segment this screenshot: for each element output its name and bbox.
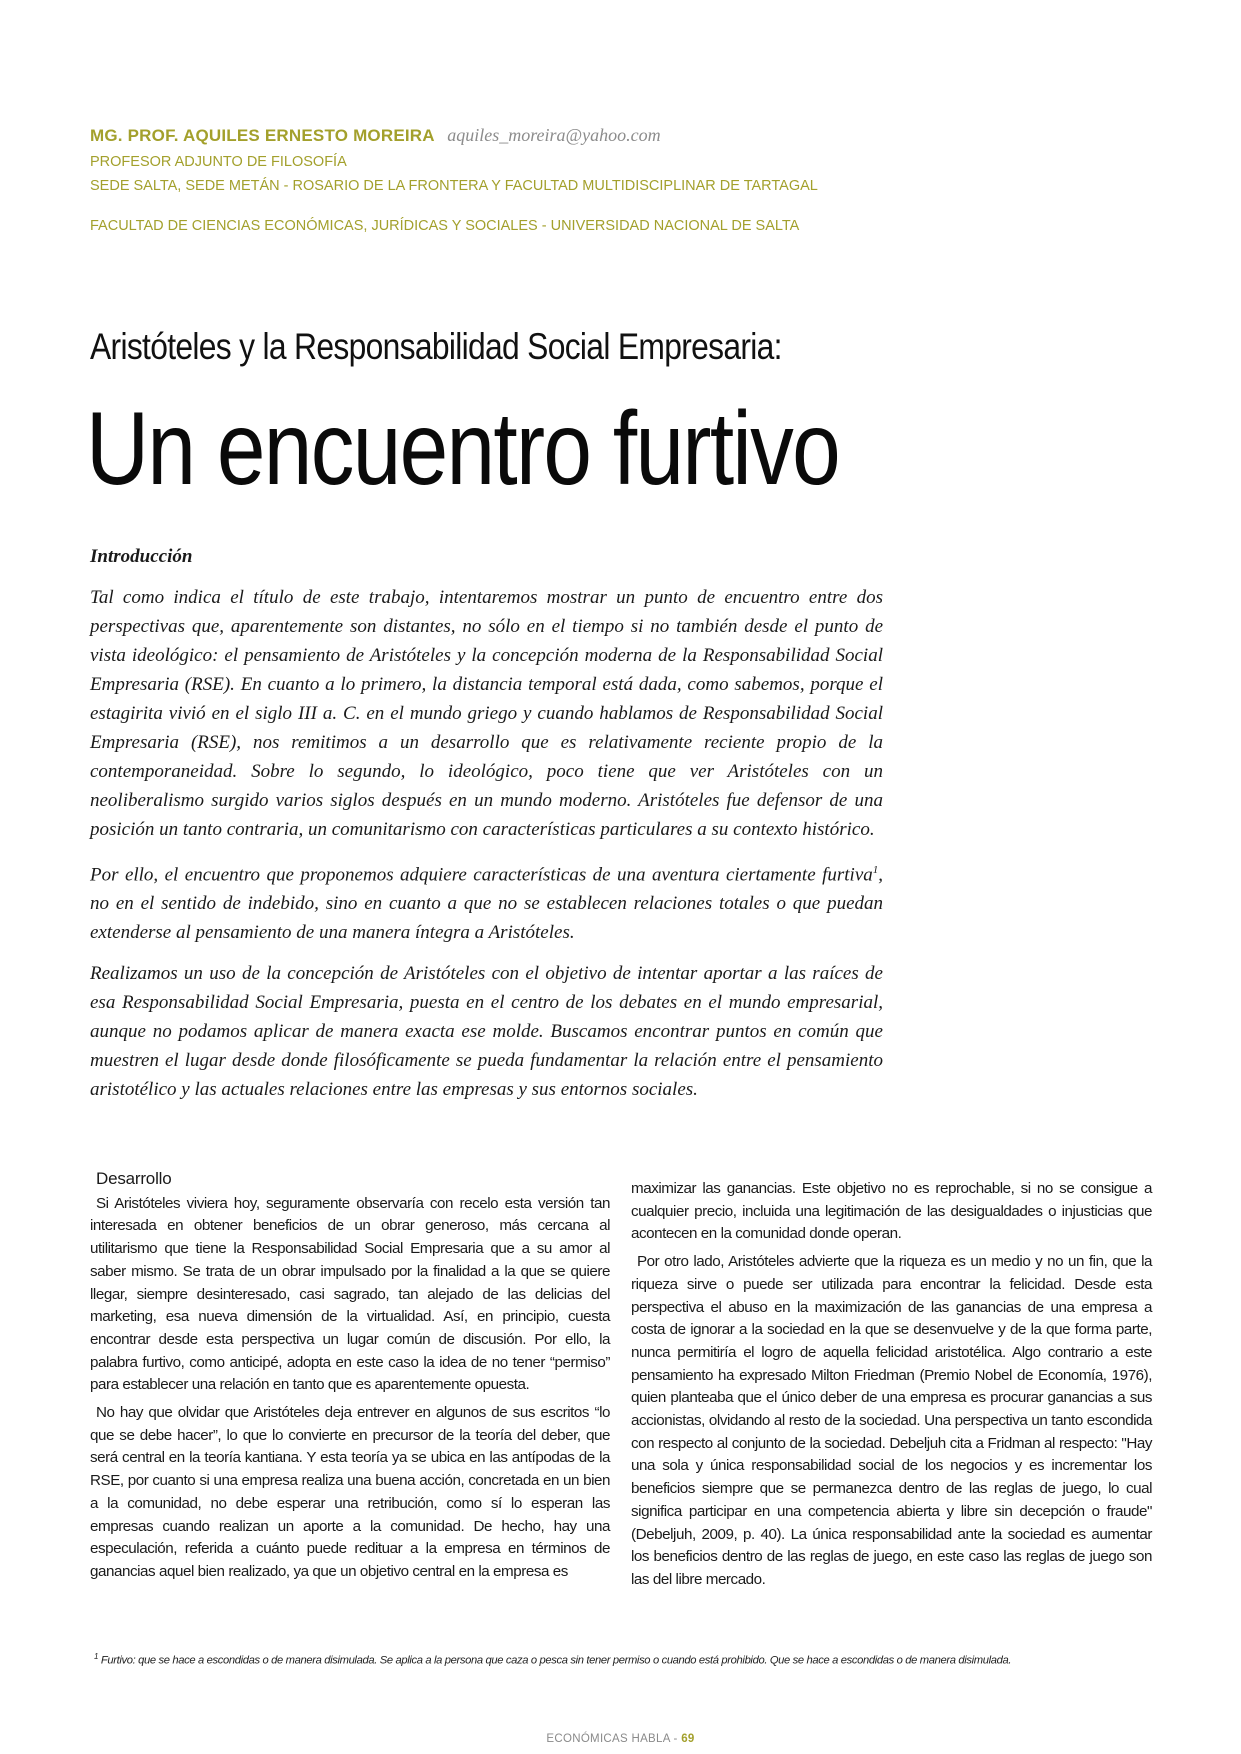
article-subtitle: Aristóteles y la Responsabilidad Social Empresaria: bbox=[90, 326, 782, 367]
intro-paragraph-1: Tal como indica el título de este trabajo, intentaremos mostrar un punto de encuentro entre dos perspectivas que, aparentemente son distantes, no sólo en el tiempo si no también desde el punto de vista ideológico: el pensamiento de Aristóteles y la concepción moderna de la Responsabilidad Social Empresaria (RSE). En cuanto a lo primero, la distancia temporal está dada, como sabemos, porque el estagirita vivió en el siglo III a. C. en el mundo griego y cuando hablamos de Responsabilidad Social Empresaria (RSE), nos remitimos a un desarrollo que es relativamente reciente propio de la contemporaneidad. Sobre lo segundo, lo ideológico, poco tiene que ver Aristóteles con un neoliberalismo surgido varios siglos después en un mundo moderno. Aristóteles fue defensor de una posición un tanto contraria, un comunitarismo con características particulares a su contexto histórico. bbox=[90, 587, 883, 840]
footnote bbox=[94, 1652, 1174, 1667]
affiliation-faculty: FACULTAD DE CIENCIAS ECONÓMICAS, JURÍDICAS Y SOCIALES - UNIVERSIDAD NACIONAL DE SALTA bbox=[90, 218, 800, 234]
development-section bbox=[90, 1168, 1150, 1630]
publication-name: ECONÓMICAS HABLA - bbox=[546, 1733, 678, 1745]
page-number: 69 bbox=[681, 1733, 695, 1745]
author-email[interactable]: aquiles_moreira@yahoo.com bbox=[447, 125, 661, 145]
intro-paragraph-2-end: , no en el sentido de indebido, sino en cuanto a que no se establecen relaciones totales o que puedan extenderse al pensamiento de una manera íntegra a Aristóteles. bbox=[90, 864, 883, 944]
development-heading: Desarrollo bbox=[96, 1169, 172, 1188]
footnote-text: Furtivo: que se hace a escondidas o de manera disimulada. Se aplica a la persona que caza o pesca sin tener permiso o cuando está prohibido. Que se hace a escondidas o de manera disimulada. bbox=[100, 1654, 1012, 1667]
intro-paragraph-3: Realizamos un uso de la concepción de Aristóteles con el objetivo de intentar aportar a las raíces de esa Responsabilidad Social Empresaria, puesta en el centro de los debates en el mundo empresarial, aunque no podamos aplicar de manera exacta ese molde. Buscamos encontrar puntos en común que muestren el lugar desde donde filosóficamente se pueda fundamentar la relación entre el pensamiento aristotélico y las actuales relaciones entre las empresas y sus entornos sociales. bbox=[90, 963, 883, 1101]
footnote-marker: 1 bbox=[94, 1652, 99, 1661]
author-line bbox=[90, 122, 1090, 150]
author-name: MG. PROF. AQUILES ERNESTO MOREIRA bbox=[90, 126, 435, 145]
development-paragraph-2: No hay que olvidar que Aristóteles deja entrever en algunos de sus escritos “lo que se debe hacer”, lo que lo convierte en precursor de la teoría del deber, que será central en la teoría kantiana. Y esta teoría ya se ubica en las antípodas de la RSE, por cuanto si una empresa realiza una buena acción, concretada en un bien a la comunidad, no debe esperar una retribución, como sí lo esperan las empresas cuando realizan un aporte a la comunidad. De hecho, hay una especulación, referida a cuánto puede redituar a la empresa en términos de ganancias aquel bien realizado, ya que un objetivo central en la empresa es bbox=[90, 1404, 610, 1580]
introduction-heading: Introducción bbox=[90, 546, 193, 567]
right-column bbox=[631, 1178, 1152, 1597]
intro-paragraph-2-start: Por ello, el encuentro que proponemos adquiere características de una aventura ciertamente furtiva bbox=[90, 864, 873, 886]
intro-paragraph-2 bbox=[90, 856, 883, 947]
development-continuation: maximizar las ganancias. Este objetivo no es reprochable, si no se consigue a cualquier precio, incluida una legitimación de las desigualdades o injusticias que acontecen en la comunidad donde operan. bbox=[631, 1180, 1152, 1243]
article-title: Un encuentro furtivo bbox=[86, 391, 840, 507]
affiliation-title: PROFESOR ADJUNTO DE FILOSOFÍA bbox=[90, 154, 347, 170]
page-footer bbox=[0, 1733, 1241, 1745]
author-block bbox=[90, 122, 1090, 238]
development-paragraph-1: Si Aristóteles viviera hoy, seguramente observaría con recelo esta versión tan interesada en obtener beneficios de un obrar generoso, más cercana al utilitarismo que tiene la Responsabilidad Social Empresaria que a su amor al saber mismo. Se trata de un obrar impulsado por la finalidad a la que se quiere llegar, siempre desinteresado, casi sagrado, tan alejado de las delicias del marketing, esa nueva dimensión de la virtualidad. Así, en principio, cuesta encontrar desde esta perspectiva un lugar común de discusión. Por ello, la palabra furtivo, como anticipé, adopta en este caso la idea de no tener “permiso” para establecer una relación en tanto que es aparentemente opuesta. bbox=[90, 1194, 610, 1394]
footnote-reference[interactable]: 1 bbox=[872, 864, 879, 876]
development-paragraph-3: Por otro lado, Aristóteles advierte que la riqueza es un medio y no un fin, que la riqueza sirve o puede ser utilizada para encontrar la felicidad. Desde esta perspectiva el abuso en la maximización de las ganancias de una empresa a costa de ignorar a la sociedad en la que se desenvuelve y de la que forma parte, nunca permitiría el logro de aquella felicidad aristotélica. Algo contrario a este pensamiento ha expresado Milton Friedman (Premio Nobel de Economía, 1976), quien planteaba que el único deber de una empresa es procurar ganancias a sus accionistas, olvidando al resto de la sociedad. Una perspectiva un tanto escondida con respecto al conjunto de la sociedad. Debeljuh cita a Fridman al respecto: "Hay una sola y única responsabilidad social de los negocios y es incrementar los beneficios siempre que se permanezca dentro de las reglas de juego, lo cual significa participar en una competencia abierta y libre sin decepción o fraude" (Debeljuh, 2009, p. 40). La única responsabilidad ante la sociedad es aumentar los beneficios dentro de las reglas de juego, en este caso las reglas de juego son las del libre mercado. bbox=[631, 1253, 1152, 1588]
introduction-section bbox=[90, 542, 883, 1116]
affiliation-sedes: SEDE SALTA, SEDE METÁN - ROSARIO DE LA FRONTERA Y FACULTAD MULTIDISCIPLINAR DE TARTAGAL bbox=[90, 178, 818, 194]
left-column bbox=[90, 1168, 610, 1589]
